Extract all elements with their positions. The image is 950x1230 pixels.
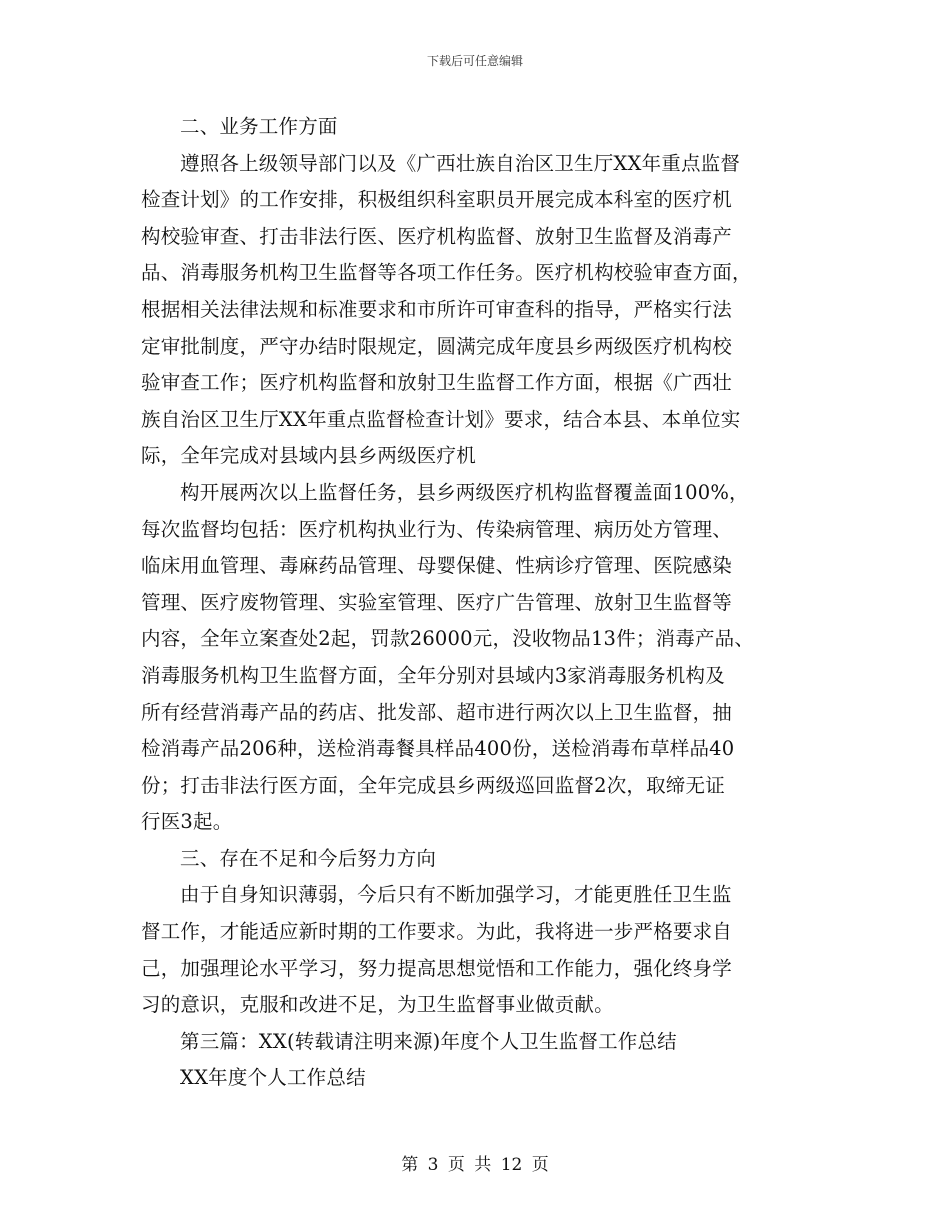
body-line: 遵照各上级领导部门以及《广西壮族自治区卫生厅XX年重点监督 [180,151,741,175]
body-line: 己，加强理论水平学习，努力提高思想觉悟和工作能力，强化终身学 [141,956,733,980]
body-line: 行医3起。 [141,810,233,834]
body-line: 消毒服务机构卫生监督方面，全年分别对县域内3家消毒服务机构及 [141,663,725,687]
body-line: 每次监督均包括：医疗机构执业行为、传染病管理、病历处方管理、 [141,517,733,541]
body-line: 检查计划》的工作安排，积极组织科室职员开展完成本科室的医疗机 [141,188,733,212]
article-subtitle: XX年度个人工作总结 [180,1066,366,1090]
body-line: 族自治区卫生厅XX年重点监督检查计划》要求，结合本县、本单位实 [141,407,741,431]
page-number-footer: 第 3 页 共 12 页 [401,1155,549,1175]
body-line: 验审查工作；医疗机构监督和放射卫生监督工作方面，根据《广西壮 [141,371,733,395]
section-heading-shortcomings: 三、存在不足和今后努力方向 [180,846,437,870]
body-line: 内容，全年立案查处2起，罚款26000元，没收物品13件；消毒产品、 [141,627,755,651]
section-heading-business: 二、业务工作方面 [180,115,338,138]
body-line: 定审批制度，严守办结时限规定，圆满完成年度县乡两级医疗机构校 [141,334,733,358]
document-body [141,109,809,1097]
body-line: 管理、医疗废物管理、实验室管理、医疗广告管理、放射卫生监督等 [141,590,733,614]
body-line: 份；打击非法行医方面，全年完成县乡两级巡回监督2次，取缔无证 [141,773,725,797]
body-line: 品、消毒服务机构卫生监督等各项工作任务。医疗机构校验审查方面， [141,261,752,285]
body-line: 构校验审查、打击非法行医、医疗机构监督、放射卫生监督及消毒产 [141,224,733,248]
body-line: 由于自身知识薄弱，今后只有不断加强学习，才能更胜任卫生监 [180,883,732,907]
body-line: 临床用血管理、毒麻药品管理、母婴保健、性病诊疗管理、医院感染 [141,554,733,578]
body-line: 际，全年完成对县域内县乡两级医疗机 [141,444,476,468]
body-line: 习的意识，克服和改进不足，为卫生监督事业做贡献。 [141,993,614,1017]
page-header: 下载后可任意编辑 [426,54,523,68]
body-line: 所有经营消毒产品的药店、批发部、超市进行两次以上卫生监督，抽 [141,700,733,724]
body-line: 督工作，才能适应新时期的工作要求。为此，我将进一步严格要求自 [141,920,733,944]
body-line: 构开展两次以上监督任务，县乡两级医疗机构监督覆盖面100%， [180,480,749,504]
body-line: 检消毒产品206种，送检消毒餐具样品400份，送检消毒布草样品40 [141,737,735,761]
article-title: 第三篇：XX(转载请注明来源)年度个人卫生监督工作总结 [180,1029,677,1053]
body-line: 根据相关法律法规和标准要求和市所许可审查科的指导，严格实行法 [141,297,733,321]
